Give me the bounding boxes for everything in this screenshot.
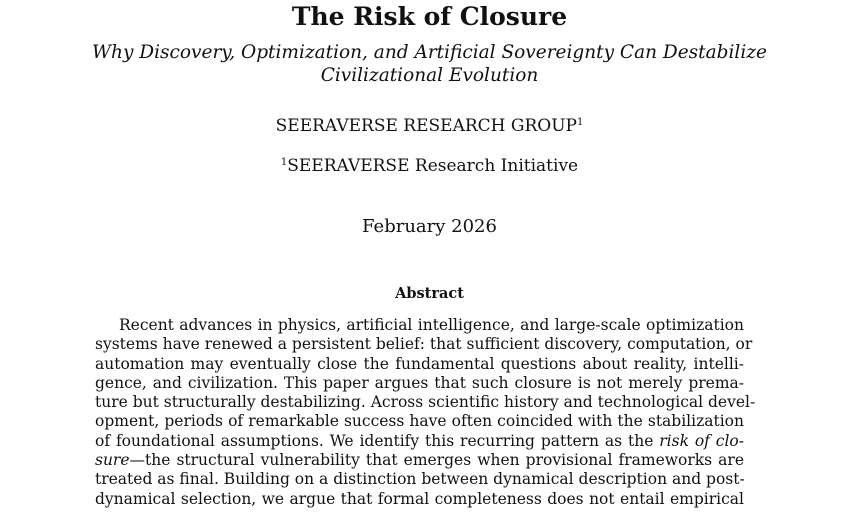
author-line [0, 115, 859, 137]
abstract-heading: Abstract [395, 285, 464, 302]
abstract-text: of foundational assumptions. We identify this recurring pattern as the [95, 431, 660, 450]
abstract-body [95, 316, 756, 509]
affiliation-line [0, 155, 859, 177]
subtitle-line: Civilizational Evolution [320, 65, 539, 86]
abstract-line [95, 451, 744, 470]
subtitle-line: Why Discovery, Optimization, and Artificial Sovereignty Can Destabilize [92, 42, 767, 63]
author-affiliation-marker: 1 [576, 117, 584, 128]
paper-title: The Risk of Closure [291, 2, 568, 31]
paper-subtitle [0, 41, 859, 87]
abstract-line: gence, and civilization. This paper argues that such closure is not merely prema- [95, 373, 744, 392]
author-name: SEERAVERSE RESEARCH GROUP [275, 116, 577, 136]
paper-date: February 2026 [362, 216, 497, 237]
abstract-italic-term: risk of clo- [659, 431, 744, 450]
abstract-line: opment, periods of remarkable success have often coincided with the stabilization [95, 412, 744, 431]
abstract-line: Recent advances in physics, artificial intelligence, and large-scale optimization [119, 316, 744, 334]
abstract-line: ture but structurally destabilizing. Across scientific history and technological devel- [95, 393, 756, 412]
abstract-text: —the structural vulnerability that emerges when provisional frameworks are [129, 451, 744, 470]
affiliation-marker: 1 [280, 157, 288, 168]
abstract-line: treated as final. Building on a distinction between dynamical description and post- [95, 470, 745, 489]
abstract-italic-term: sure [95, 451, 130, 470]
abstract-line: dynamical selection, we argue that formal completeness does not entail empirical [95, 489, 744, 508]
abstract-line: automation may eventually close the fundamental questions about reality, intelli- [95, 354, 744, 373]
abstract-line: systems have renewed a persistent belief: that sufficient discovery, computation, or [95, 335, 753, 354]
affiliation-name: SEERAVERSE Research Initiative [287, 156, 579, 176]
abstract-line [95, 432, 744, 451]
